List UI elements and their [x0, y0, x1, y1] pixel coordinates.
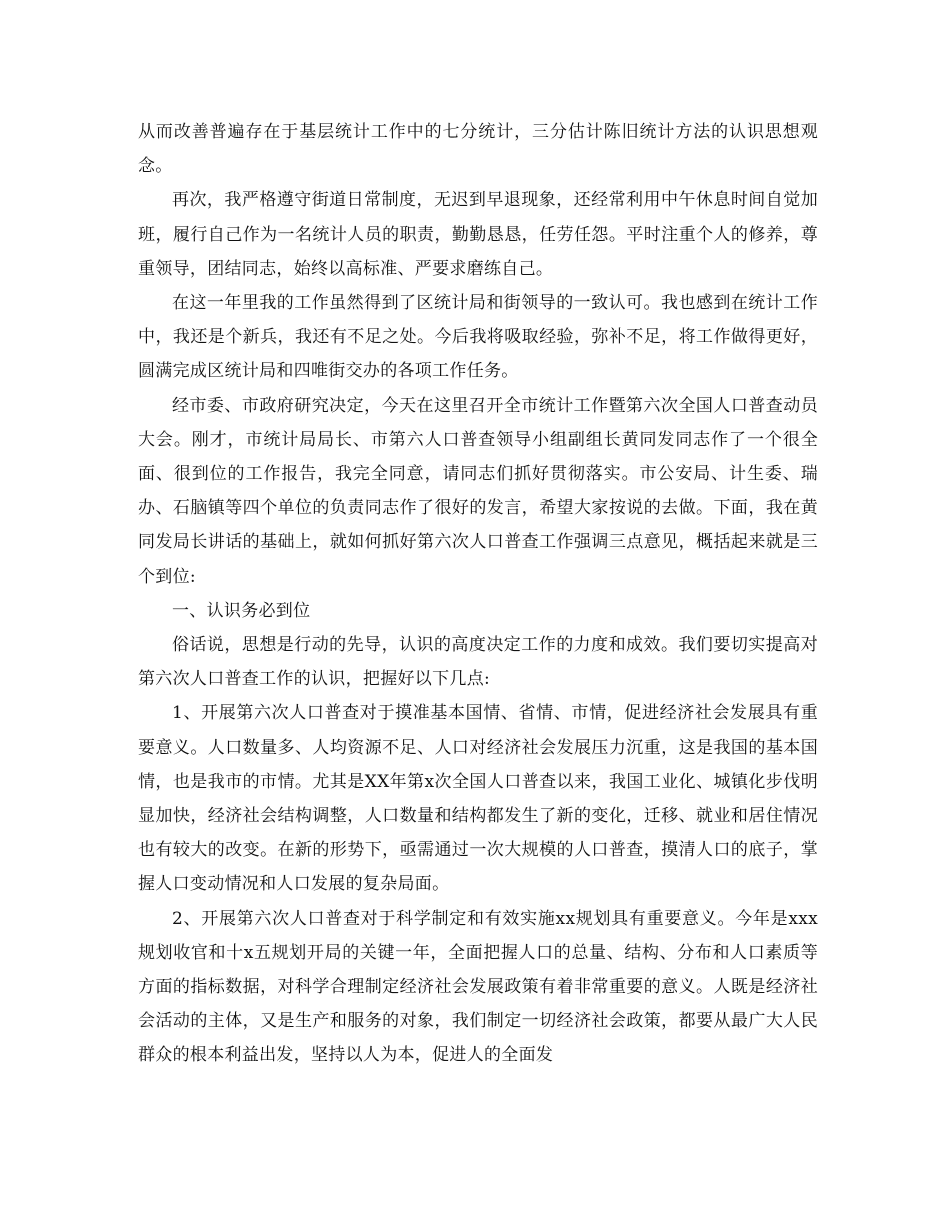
paragraph-understanding-intro: 俗话说，思想是行动的先导，认识的高度决定工作的力度和成效。我们要切实提高对第六次人口普查工作的认识，把握好以下几点: [138, 635, 818, 690]
paragraph-work-discipline: 再次，我严格遵守街道日常制度，无迟到早退现象，还经常利用中午休息时间自觉加班，履行自己作为一名统计人员的职责，勤勤恳恳，任劳任怨。平时注重个人的修养，尊重领导，团结同志，始终以高标准、严要求磨练自己。 [138, 190, 818, 279]
paragraph-point-1: 1、开展第六次人口普查对于摸准基本国情、省情、市情，促进经济社会发展具有重要意义。人口数量多、人均资源不足、人口对经济社会发展压力沉重，这是我国的基本国情，也是我市的市情。尤其是XX年第x次全国人口普查以来，我国工业化、城镇化步伐明显加快，经济社会结构调整，人口数量和结构都发生了新的变化，迁移、就业和居住情况也有较大的改变。在新的形势下，亟需通过一次大规模的人口普查，摸清人口的底子，掌握人口变动情况和人口发展的复杂局面。 [138, 703, 818, 895]
paragraph-continuation: 从而改善普遍存在于基层统计工作中的七分统计，三分估计陈旧统计方法的认识思想观念。 [138, 122, 818, 177]
section-heading-understanding: 一、认识务必到位 [172, 600, 311, 621]
paragraph-meeting-intro: 经市委、市政府研究决定，今天在这里召开全市统计工作暨第六次全国人口普查动员大会。刚才，市统计局局长、市第六人口普查领导小组副组长黄同发同志作了一个很全面、很到位的工作报告，我完全同意，请同志们抓好贯彻落实。市公安局、计生委、瑞办、石脑镇等四个单位的负责同志作了很好的发言，希望大家按说的去做。下面，我在黄同发局长讲话的基础上，就如何抓好第六次人口普查工作强调三点意见，概括起来就是三个到位: [138, 395, 818, 587]
paragraph-year-summary: 在这一年里我的工作虽然得到了区统计局和街领导的一致认可。我也感到在统计工作中，我还是个新兵，我还有不足之处。今后我将吸取经验，弥补不足，将工作做得更好，圆满完成区统计局和四唯街交办的各项工作任务。 [138, 293, 818, 382]
document-page [138, 115, 818, 1073]
paragraph-point-2: 2、开展第六次人口普查对于科学制定和有效实施xx规划具有重要意义。今年是xxx规划收官和十x五规划开局的关键一年，全面把握人口的总量、结构、分布和人口素质等方面的指标数据，对科学合理制定经济社会发展政策有着非常重要的意义。人既是经济社会活动的主体，又是生产和服务的对象，我们制定一切经济社会政策，都要从最广大人民群众的根本利益出发，坚持以人为本，促进人的全面发 [138, 908, 818, 1066]
